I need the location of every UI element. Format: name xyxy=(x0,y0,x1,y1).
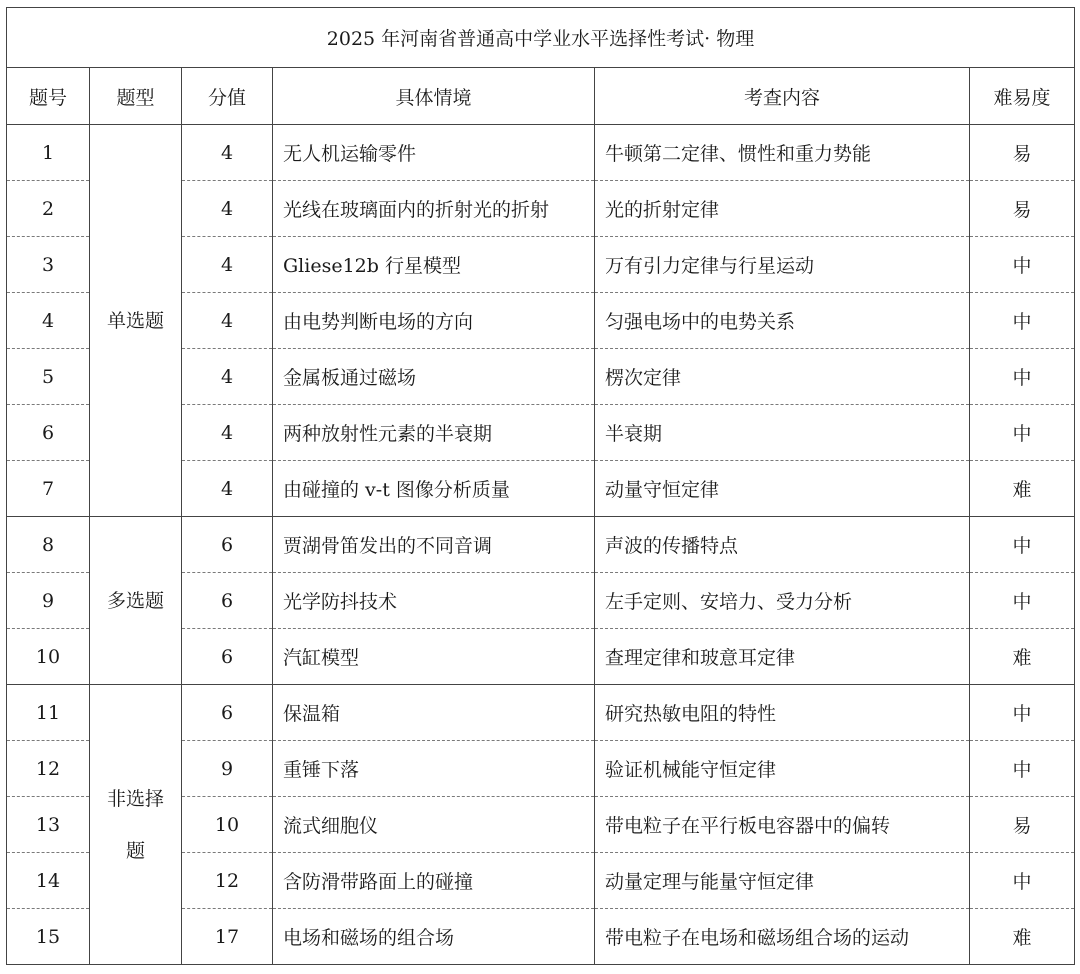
question-number: 15 xyxy=(7,909,90,965)
difficulty-level: 难 xyxy=(970,461,1075,517)
score-value: 4 xyxy=(182,293,273,349)
question-number: 13 xyxy=(7,797,90,853)
content-text: 动量守恒定律 xyxy=(595,461,970,517)
difficulty-level: 难 xyxy=(970,909,1075,965)
difficulty-level: 中 xyxy=(970,573,1075,629)
scenario-text: 金属板通过磁场 xyxy=(273,349,595,405)
difficulty-level: 易 xyxy=(970,181,1075,237)
question-number: 5 xyxy=(7,349,90,405)
exam-table-container xyxy=(6,7,1075,965)
header-number: 题号 xyxy=(7,68,90,125)
question-number: 12 xyxy=(7,741,90,797)
score-value: 4 xyxy=(182,405,273,461)
question-type-label: 非选择题 xyxy=(106,787,164,862)
scenario-text: Gliese12b 行星模型 xyxy=(273,237,595,293)
question-number: 6 xyxy=(7,405,90,461)
score-value: 4 xyxy=(182,181,273,237)
question-type-cell xyxy=(90,125,182,517)
table-title: 2025 年河南省普通高中学业水平选择性考试· 物理 xyxy=(7,8,1075,68)
content-text: 查理定律和玻意耳定律 xyxy=(595,629,970,685)
scenario-text: 贾湖骨笛发出的不同音调 xyxy=(273,517,595,573)
question-number: 10 xyxy=(7,629,90,685)
score-value: 4 xyxy=(182,461,273,517)
score-value: 6 xyxy=(182,517,273,573)
scenario-text: 重锤下落 xyxy=(273,741,595,797)
difficulty-level: 中 xyxy=(970,741,1075,797)
content-text: 动量定理与能量守恒定律 xyxy=(595,853,970,909)
header-score: 分值 xyxy=(182,68,273,125)
content-text: 声波的传播特点 xyxy=(595,517,970,573)
content-text: 左手定则、安培力、受力分析 xyxy=(595,573,970,629)
scenario-text: 保温箱 xyxy=(273,685,595,741)
difficulty-level: 中 xyxy=(970,293,1075,349)
scenario-text: 由电势判断电场的方向 xyxy=(273,293,595,349)
content-text: 牛顿第二定律、惯性和重力势能 xyxy=(595,125,970,181)
scenario-text: 光线在玻璃面内的折射光的折射 xyxy=(273,181,595,237)
score-value: 10 xyxy=(182,797,273,853)
difficulty-level: 中 xyxy=(970,349,1075,405)
difficulty-level: 易 xyxy=(970,125,1075,181)
scenario-text: 流式细胞仪 xyxy=(273,797,595,853)
content-text: 验证机械能守恒定律 xyxy=(595,741,970,797)
question-number: 8 xyxy=(7,517,90,573)
question-type-cell xyxy=(90,685,182,965)
header-scenario: 具体情境 xyxy=(273,68,595,125)
score-value: 6 xyxy=(182,573,273,629)
header-difficulty: 难易度 xyxy=(970,68,1075,125)
score-value: 6 xyxy=(182,629,273,685)
score-value: 12 xyxy=(182,853,273,909)
difficulty-level: 中 xyxy=(970,685,1075,741)
content-text: 光的折射定律 xyxy=(595,181,970,237)
content-text: 楞次定律 xyxy=(595,349,970,405)
question-type-label: 单选题 xyxy=(106,309,164,332)
question-type-cell xyxy=(90,517,182,685)
content-text: 半衰期 xyxy=(595,405,970,461)
table-row xyxy=(7,685,1075,741)
question-type-label: 多选题 xyxy=(106,589,164,612)
difficulty-level: 中 xyxy=(970,237,1075,293)
scenario-text: 含防滑带路面上的碰撞 xyxy=(273,853,595,909)
difficulty-level: 中 xyxy=(970,405,1075,461)
content-text: 带电粒子在平行板电容器中的偏转 xyxy=(595,797,970,853)
score-value: 9 xyxy=(182,741,273,797)
scenario-text: 两种放射性元素的半衰期 xyxy=(273,405,595,461)
scenario-text: 电场和磁场的组合场 xyxy=(273,909,595,965)
content-text: 万有引力定律与行星运动 xyxy=(595,237,970,293)
header-row xyxy=(7,68,1075,125)
content-text: 研究热敏电阻的特性 xyxy=(595,685,970,741)
scenario-text: 汽缸模型 xyxy=(273,629,595,685)
question-number: 3 xyxy=(7,237,90,293)
question-number: 1 xyxy=(7,125,90,181)
header-type: 题型 xyxy=(90,68,182,125)
exam-analysis-table xyxy=(6,7,1075,965)
score-value: 4 xyxy=(182,349,273,405)
question-number: 7 xyxy=(7,461,90,517)
scenario-text: 无人机运输零件 xyxy=(273,125,595,181)
question-number: 14 xyxy=(7,853,90,909)
difficulty-level: 中 xyxy=(970,853,1075,909)
content-text: 匀强电场中的电势关系 xyxy=(595,293,970,349)
question-number: 9 xyxy=(7,573,90,629)
difficulty-level: 易 xyxy=(970,797,1075,853)
table-row xyxy=(7,125,1075,181)
difficulty-level: 难 xyxy=(970,629,1075,685)
title-row xyxy=(7,8,1075,68)
question-number: 4 xyxy=(7,293,90,349)
score-value: 4 xyxy=(182,237,273,293)
question-number: 11 xyxy=(7,685,90,741)
score-value: 17 xyxy=(182,909,273,965)
table-row xyxy=(7,517,1075,573)
question-number: 2 xyxy=(7,181,90,237)
header-content: 考查内容 xyxy=(595,68,970,125)
scenario-text: 光学防抖技术 xyxy=(273,573,595,629)
score-value: 4 xyxy=(182,125,273,181)
score-value: 6 xyxy=(182,685,273,741)
difficulty-level: 中 xyxy=(970,517,1075,573)
scenario-text: 由碰撞的 v-t 图像分析质量 xyxy=(273,461,595,517)
content-text: 带电粒子在电场和磁场组合场的运动 xyxy=(595,909,970,965)
